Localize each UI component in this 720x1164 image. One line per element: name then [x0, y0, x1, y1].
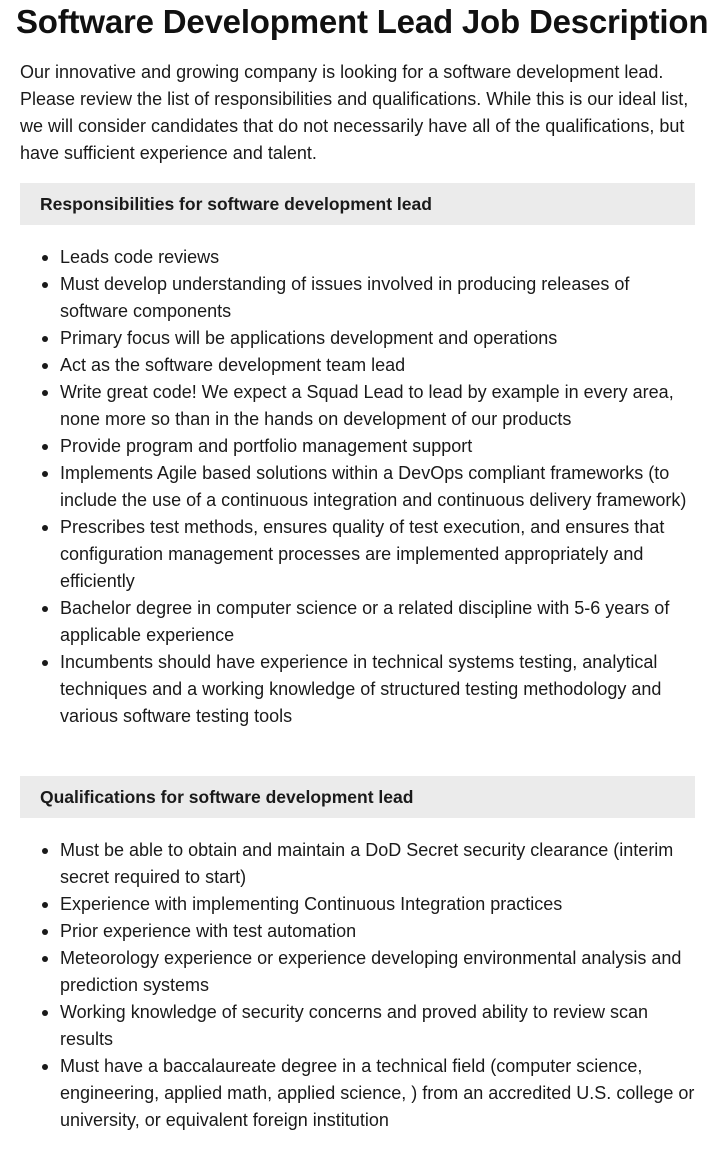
- list-item: Act as the software development team lead: [60, 352, 696, 379]
- list-item: Working knowledge of security concerns and proved ability to review scan results: [60, 999, 696, 1053]
- list-item: Must have a baccalaureate degree in a technical field (computer science, engineering, applied math, applied science, ) from an accredited U.S. college or university, or equivalent foreign institution: [60, 1053, 696, 1134]
- list-item: Must develop understanding of issues involved in producing releases of software components: [60, 271, 696, 325]
- list-item: Prescribes test methods, ensures quality of test execution, and ensures that configuration management processes are implemented appropriately and efficiently: [60, 514, 696, 595]
- list-item: Must be able to obtain and maintain a DoD Secret security clearance (interim secret required to start): [60, 837, 696, 891]
- list-item: Write great code! We expect a Squad Lead to lead by example in every area, none more so than in the hands on development of our products: [60, 379, 696, 433]
- list-item: Incumbents should have experience in technical systems testing, analytical techniques and a working knowledge of structured testing methodology and various software testing tools: [60, 649, 696, 730]
- list-item: Prior experience with test automation: [60, 918, 696, 945]
- intro-paragraph: Our innovative and growing company is looking for a software development lead. Please review the list of responsibilities and qualifications. While this is our ideal list, we will consider candidates that do not necessarily have all of the qualifications, but have sufficient experience and talent.: [20, 62, 689, 163]
- list-item: Provide program and portfolio management support: [60, 433, 696, 460]
- list-item: Meteorology experience or experience developing environmental analysis and prediction systems: [60, 945, 696, 999]
- list-item: Experience with implementing Continuous Integration practices: [60, 891, 696, 918]
- responsibilities-list: [20, 244, 696, 730]
- responsibilities-heading: Responsibilities for software development lead: [20, 183, 695, 225]
- list-item: Leads code reviews: [60, 244, 696, 271]
- list-item: Implements Agile based solutions within a DevOps compliant frameworks (to include the use of a continuous integration and continuous delivery framework): [60, 460, 696, 514]
- qualifications-heading: Qualifications for software development lead: [20, 776, 695, 818]
- qualifications-list: [20, 837, 696, 1134]
- page-title: Software Development Lead Job Description: [16, 3, 709, 40]
- list-item: Primary focus will be applications development and operations: [60, 325, 696, 352]
- list-item: Bachelor degree in computer science or a related discipline with 5-6 years of applicable experience: [60, 595, 696, 649]
